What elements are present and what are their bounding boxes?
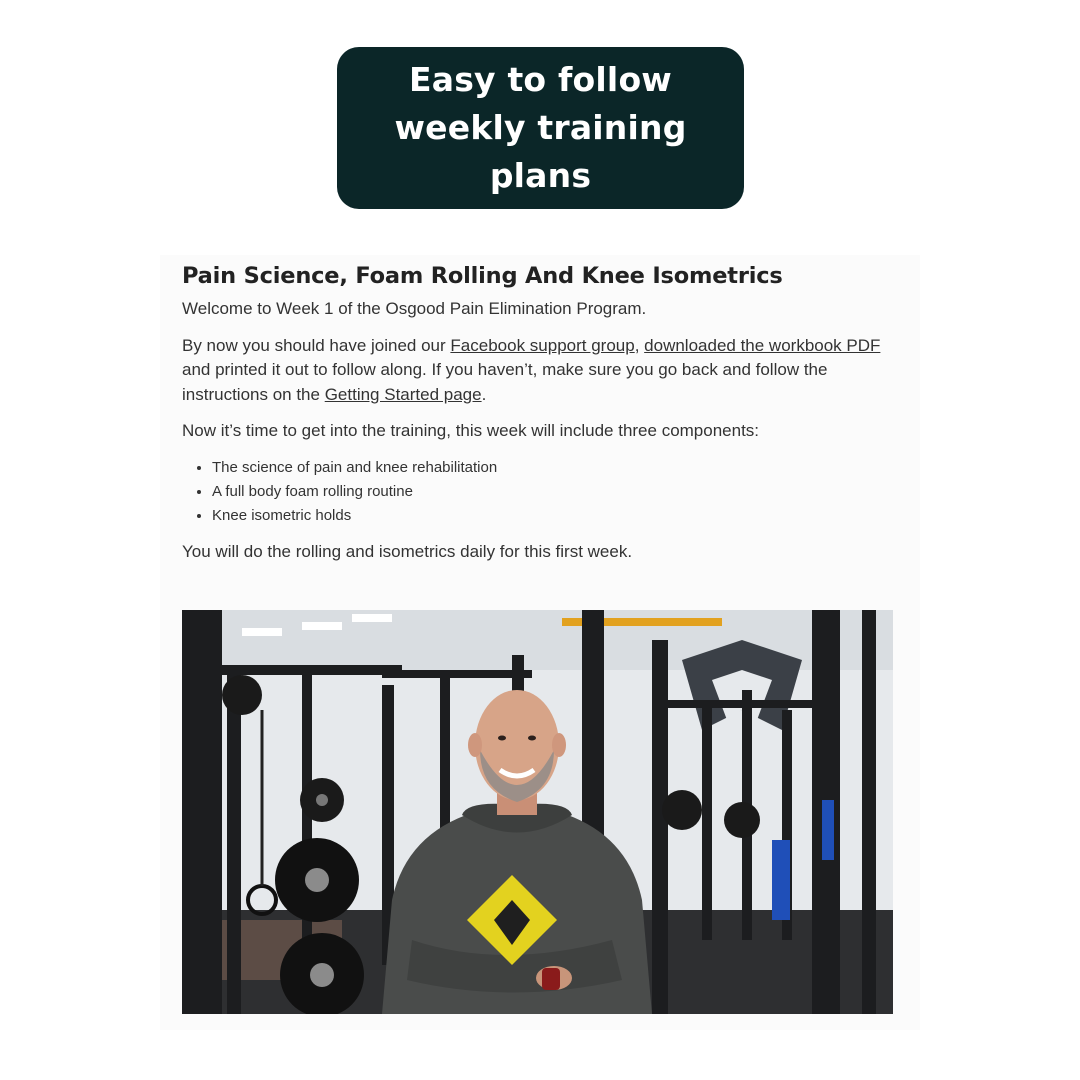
welcome-text: Welcome to Week 1 of the Osgood Pain Elimination Program. bbox=[182, 299, 647, 318]
lesson-card bbox=[160, 255, 920, 1030]
lesson-content bbox=[182, 261, 902, 576]
components-intro: Now it’s time to get into the training, this week will include three components: bbox=[182, 421, 760, 440]
intro-text-before: By now you should have joined our bbox=[182, 335, 451, 355]
gym-photo-illustration bbox=[182, 610, 893, 1014]
lesson-title: Pain Science, Foam Rolling And Knee Isometrics bbox=[182, 263, 783, 289]
intro-text-middle: and printed it out to follow along. If you haven’t, make sure you go back and follow the instructions on the bbox=[182, 360, 828, 404]
list-item: • Knee isometric holds bbox=[212, 504, 902, 528]
intro-comma: , bbox=[634, 335, 645, 355]
list-item: • The science of pain and knee rehabilitation bbox=[212, 456, 902, 480]
list-item: • A full body foam rolling routine bbox=[212, 480, 902, 504]
intro-paragraph bbox=[182, 334, 902, 408]
coach-photo bbox=[182, 610, 893, 1014]
closing-text: You will do the rolling and isometrics daily for this first week. bbox=[182, 541, 633, 561]
intro-text-end: . bbox=[481, 384, 487, 404]
getting-started-link[interactable]: Getting Started page bbox=[324, 384, 482, 404]
headline-banner bbox=[337, 47, 744, 209]
workbook-pdf-link[interactable]: downloaded the workbook PDF bbox=[644, 335, 881, 355]
facebook-group-link[interactable]: Facebook support group bbox=[450, 335, 635, 355]
components-list bbox=[182, 456, 902, 528]
headline-text: Easy to follow weekly training plans bbox=[394, 60, 687, 195]
